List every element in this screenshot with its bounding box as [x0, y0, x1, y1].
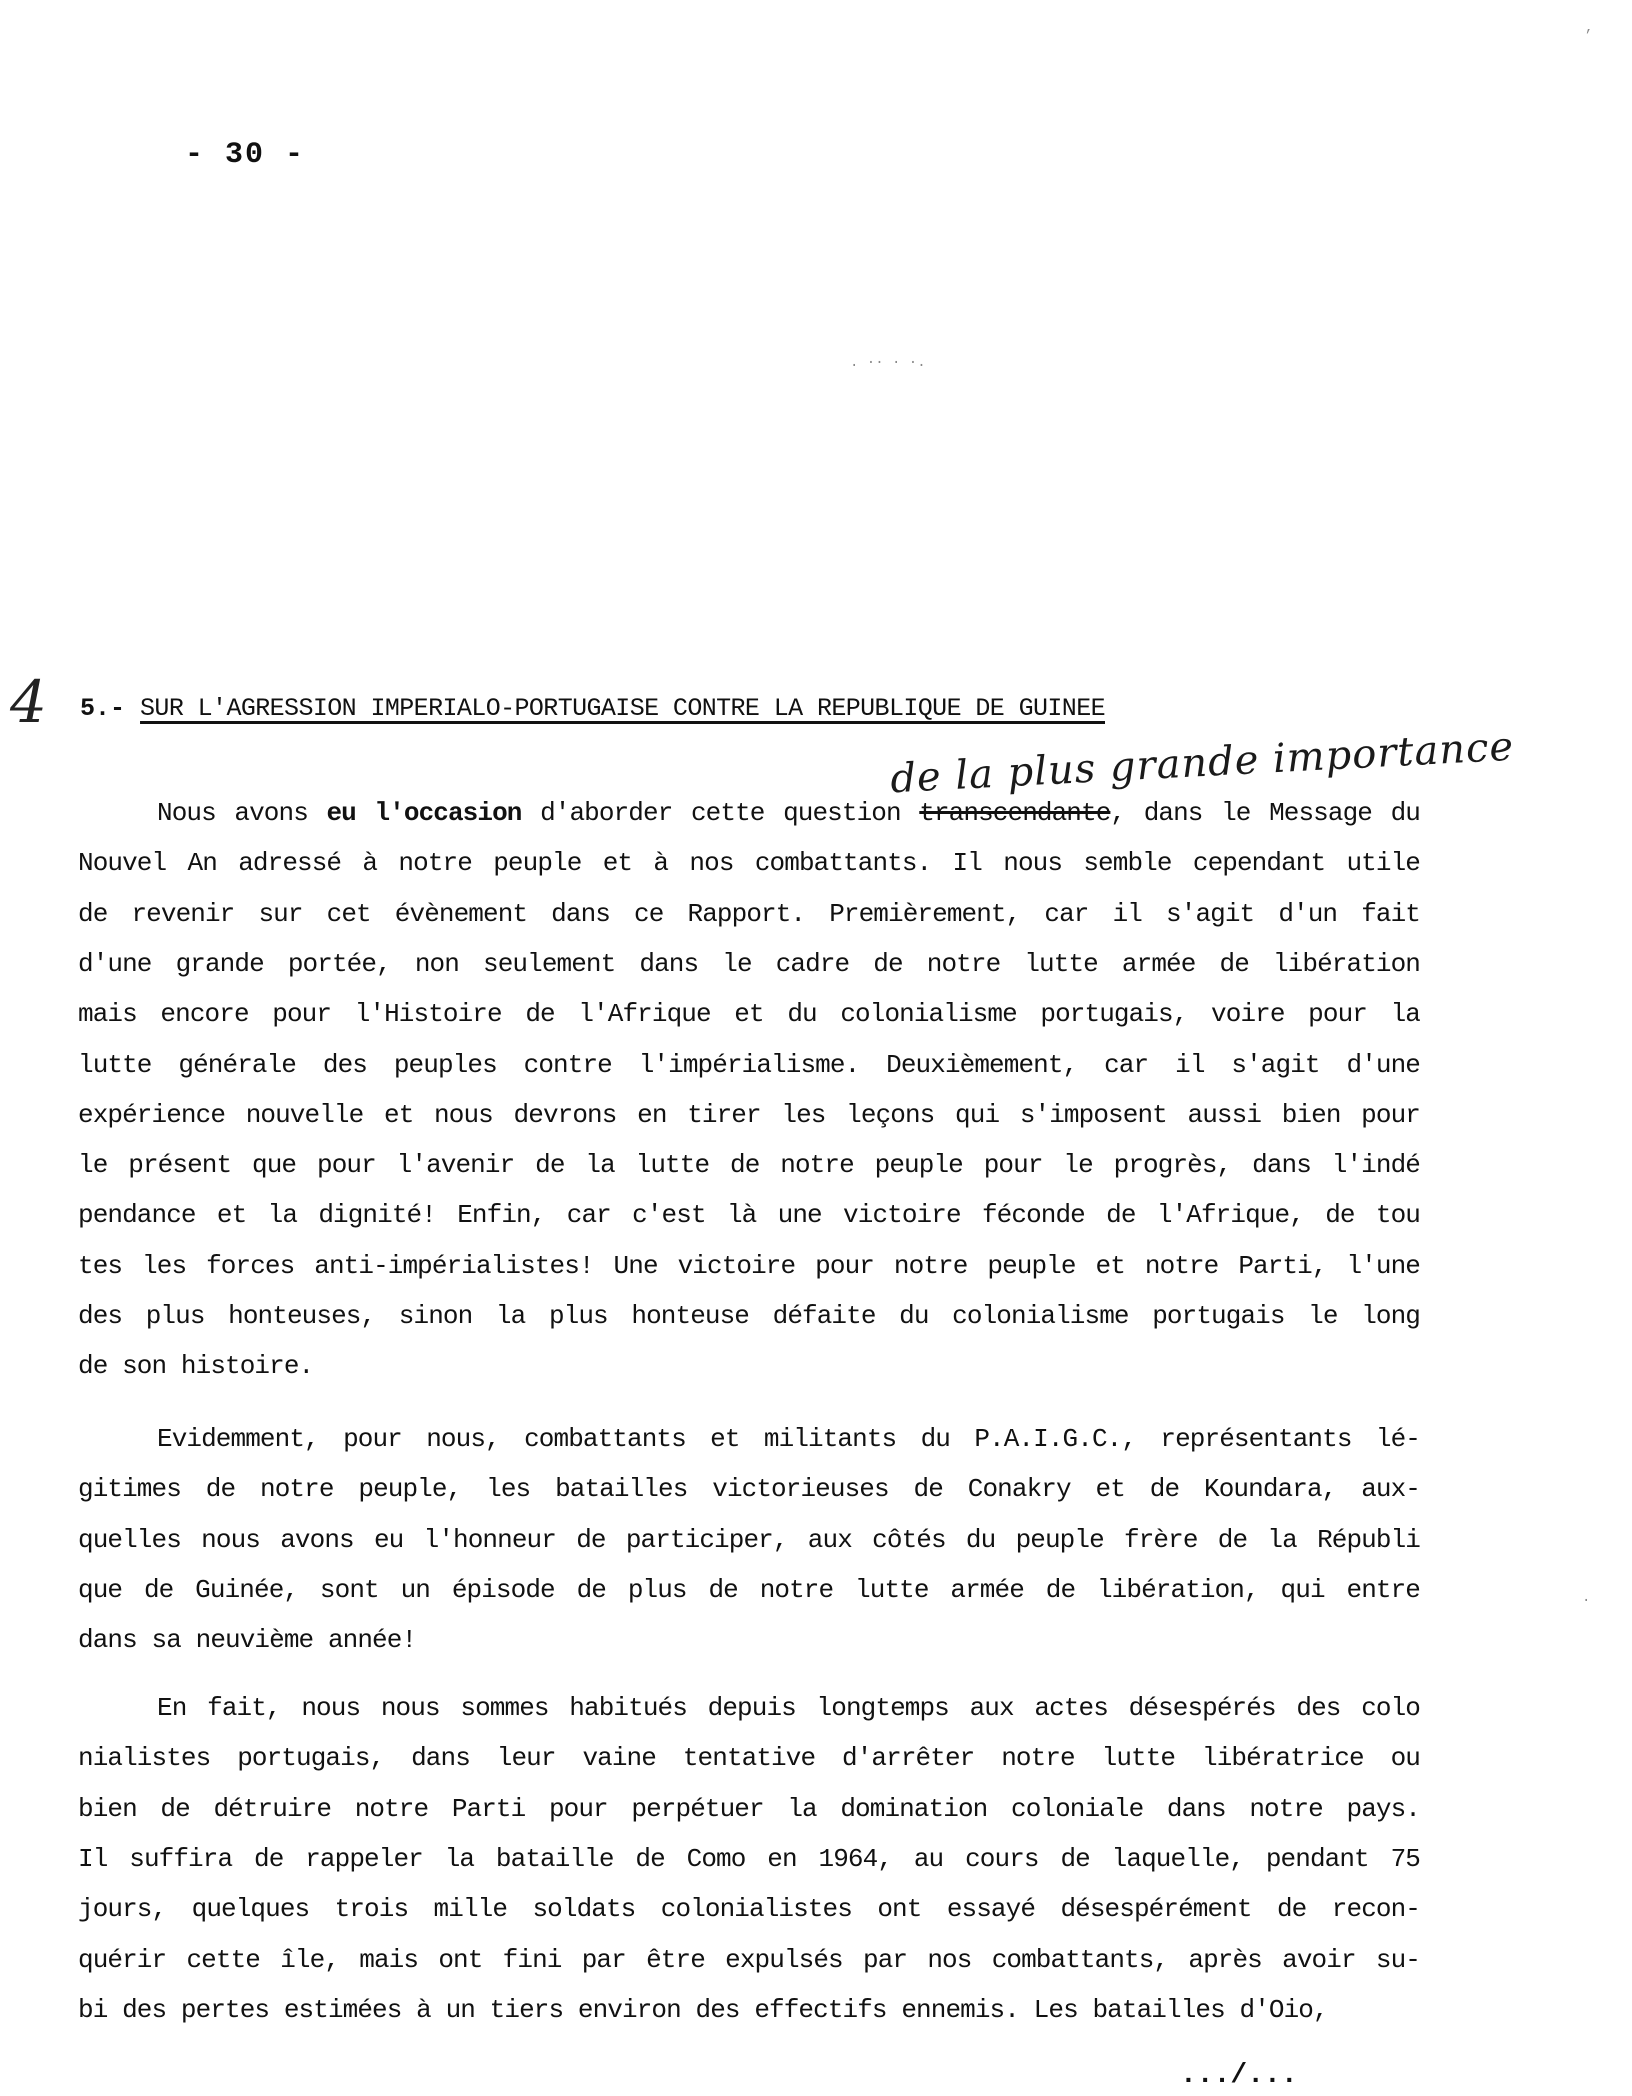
overtyped-text: eu l'occasion	[326, 798, 522, 828]
section-title: SUR L'AGRESSION IMPERIALO-PORTUGAISE CONTRE LA REPUBLIQUE DE GUINEE	[140, 694, 1105, 723]
paragraph-line: gitimes de notre peuple, les batailles victorieuses de Conakry et de Koundara, aux-	[78, 1474, 1420, 1505]
paragraph-line: de son histoire.	[78, 1351, 314, 1382]
paragraph-line: bi des pertes estimées à un tiers environ des effectifs ennemis. Les batailles d'Oio,	[78, 1994, 1328, 2025]
paragraph-line: quelles nous avons eu l'honneur de participer, aux côtés du peuple frère de la Républi	[78, 1524, 1420, 1555]
paragraph-line: quérir cette île, mais ont fini par être expulsés par nos combattants, après avoir su-	[78, 1944, 1420, 1975]
struck-text: transcendante	[919, 798, 1111, 828]
paragraph-line	[157, 798, 1420, 828]
paragraph-line: Evidemment, pour nous, combattants et militants du P.A.I.G.C., représentants lé-	[157, 1424, 1420, 1454]
paragraph-line: pendance et la dignité! Enfin, car c'est là une victoire féconde de l'Afrique, de tou	[78, 1200, 1420, 1231]
paragraph-line: Nouvel An adressé à notre peuple et à nos combattants. Il nous semble cependant utile	[78, 848, 1420, 879]
paragraph-line: d'une grande portée, non seulement dans le cadre de notre lutte armée de libération	[78, 948, 1420, 979]
paragraph-line: tes les forces anti-impérialistes! Une victoire pour notre peuple et notre Parti, l'une	[78, 1250, 1420, 1281]
text-segment: d'aborder cette question	[521, 798, 920, 828]
paragraph-line: expérience nouvelle et nous devrons en tirer les leçons qui s'imposent aussi bien pour	[78, 1099, 1420, 1130]
page-number: - 30 -	[185, 138, 306, 172]
paragraph-line: de revenir sur cet évènement dans ce Rapport. Premièrement, car il s'agit d'un fait	[78, 898, 1420, 929]
section-number: 5.-	[80, 694, 126, 723]
paragraph-line: bien de détruire notre Parti pour perpétuer la domination coloniale dans notre pays.	[78, 1793, 1420, 1824]
text-segment: Nous avons	[157, 798, 327, 828]
paragraph-line: nialistes portugais, dans leur vaine tentative d'arrêter notre lutte libératrice ou	[78, 1743, 1420, 1774]
paragraph-line: Il suffira de rappeler la bataille de Como en 1964, au cours de laquelle, pendant 75	[78, 1843, 1420, 1874]
paragraph-line: que de Guinée, sont un épisode de plus de notre lutte armée de libération, qui entre	[78, 1574, 1420, 1605]
section-heading	[80, 694, 1105, 723]
paragraph-line: mais encore pour l'Histoire de l'Afrique et du colonialisme portugais, voire pour la	[78, 999, 1420, 1030]
handwritten-section-number: 4	[10, 668, 47, 736]
paragraph-line: le présent que pour l'avenir de la lutte de notre peuple pour le progrès, dans l'indé	[78, 1150, 1420, 1181]
paragraph-line: En fait, nous nous sommes habitués depuis longtemps aux actes désespérés des colo	[157, 1693, 1420, 1723]
paragraph-line: lutte générale des peuples contre l'impérialisme. Deuxièmement, car il s'agit d'une	[78, 1049, 1420, 1080]
paragraph-line: des plus honteuses, sinon la plus honteuse défaite du colonialisme portugais le long	[78, 1301, 1420, 1331]
handwritten-annotation: de la plus grande importance	[889, 723, 1516, 803]
text-segment: , dans le Message du	[1110, 798, 1420, 828]
paragraph-line: dans sa neuvième année!	[78, 1625, 417, 1656]
continuation-mark: .../...	[1180, 2060, 1298, 2091]
paragraph-line: jours, quelques trois mille soldats colonialistes ont essayé désespérément de recon-	[78, 1894, 1420, 1925]
